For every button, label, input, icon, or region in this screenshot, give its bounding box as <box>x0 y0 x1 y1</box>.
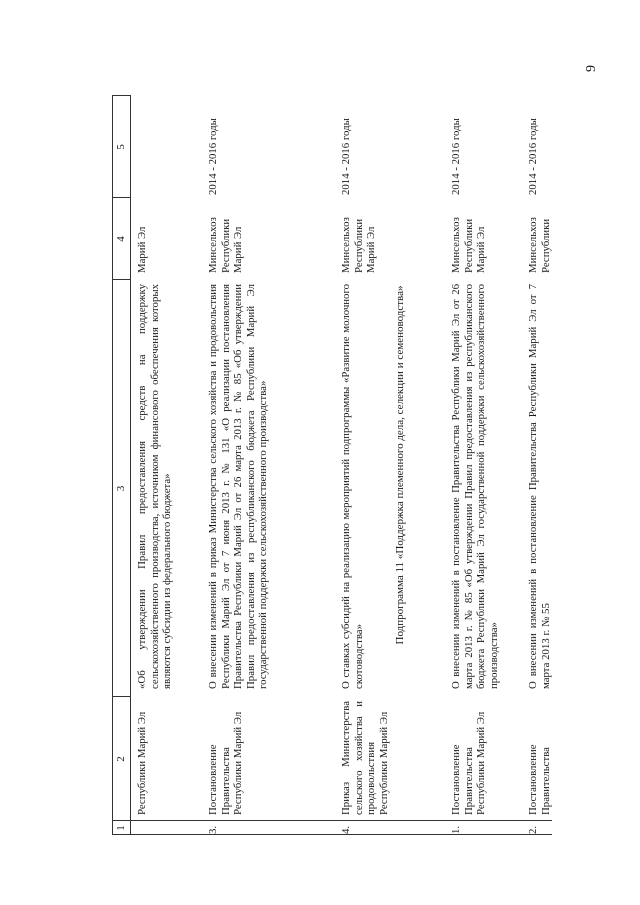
row-col5: 2014 - 2016 годы <box>527 118 539 195</box>
grid-vline <box>112 834 552 835</box>
row-col3: О ставках субсидий на реализацию мероприятий подпрограммы «Развитие молочного скотоводства» <box>340 284 365 689</box>
row-col2: Постановление Правительства Республики Марий Эл <box>450 711 488 815</box>
header-col-1: 1 <box>115 825 127 831</box>
header-col-4: 4 <box>115 236 127 242</box>
row-col5: 2014 - 2016 годы <box>450 118 462 195</box>
row-col3: О внесении изменений в постановление Правительства Республики Марий Эл от 26 марта 2013 г. № 85 «Об утверждении Правил предоставления из республиканского бюджета Республики Марий Эл государственной поддержки сельскохозяйственного производства» <box>450 284 500 689</box>
page-number: 9 <box>584 65 599 72</box>
grid-hline <box>130 95 131 835</box>
cont-row-col3: «Об утверждении Правил предоставления средств на поддержку сельскохозяйственного производства, источником финансового обеспечения которых являются субсидии из федерального бюджета» <box>136 284 174 689</box>
row-col2: Постановление Правительства Республики Марий Эл <box>207 711 245 815</box>
row-col4: Минсельхоз Республики Марий Эл <box>450 217 488 273</box>
row-number: 1. <box>450 825 462 834</box>
row-col3: О внесении изменений в постановление Правительства Республики Марий Эл от 7 марта 2013 г. № 55 <box>527 284 552 689</box>
row-col2: Приказ Министерства сельского хозяйства и продовольствия Республики Марий Эл <box>340 701 390 815</box>
row-number: 2. <box>527 825 539 834</box>
cont-row-col2: Республики Марий Эл <box>136 711 148 815</box>
subprogram-title: Подпрограмма 11 «Поддержка племенного дела, селекции и семеноводства» <box>394 285 406 645</box>
grid-vline <box>112 820 552 821</box>
row-col5: 2014 - 2016 годы <box>207 118 219 195</box>
row-col2: Постановление Правительства <box>527 744 552 815</box>
header-col-3: 3 <box>115 485 127 492</box>
row-col4: Минсельхоз Республики Марий Эл <box>207 217 245 273</box>
cont-row-col4: Марий Эл <box>136 226 148 273</box>
row-number: 3. <box>207 825 219 834</box>
row-col3: О внесении изменений в приказ Министерства сельского хозяйства и продовольствия Республики Марий Эл от 7 июня 2013 г. № 131 «О реализации постановления Правительства Республики Марий Эл от 26 марта 2013 г. № 85 «Об утверждении Правил предоставления из республиканского бюджета Республики Марий Эл государственной поддержки сельскохозяйственного производства» <box>207 284 270 689</box>
row-col5: 2014 - 2016 годы <box>340 118 352 195</box>
rotated-table <box>112 95 552 835</box>
row-col4: Минсельхоз Республики <box>527 217 552 273</box>
row-number: 4. <box>340 825 352 834</box>
header-col-5: 5 <box>115 144 127 150</box>
header-col-2: 2 <box>115 756 127 762</box>
row-col4: Минсельхоз Республики Марий Эл <box>340 217 378 273</box>
